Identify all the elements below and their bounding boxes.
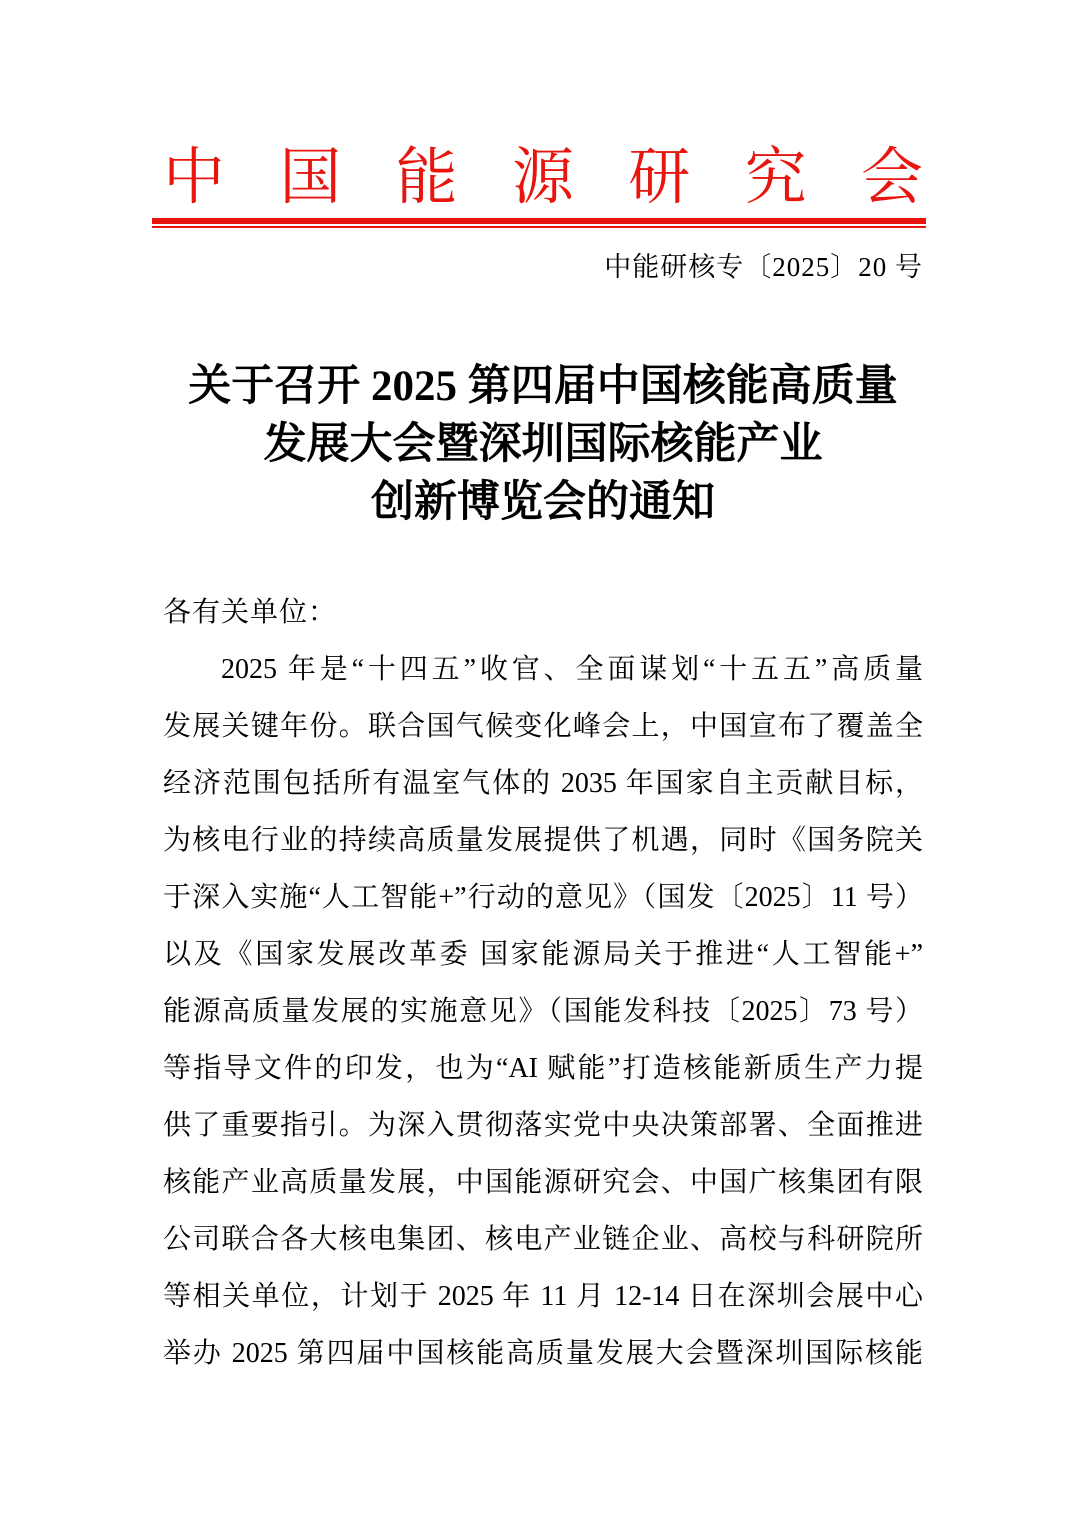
org-char: 源: [511, 144, 574, 212]
org-char: 国: [279, 144, 342, 212]
body-line: 等指导文件的印发，也为“AI 赋能”打造核能新质生产力提: [163, 1053, 923, 1084]
body-line: 供了重要指引。为深入贯彻落实党中央决策部署、全面推进: [163, 1110, 923, 1141]
body-line: 核能产业高质量发展，中国能源研究会、中国广核集团有限: [163, 1167, 923, 1198]
org-char: 会: [860, 144, 923, 212]
body-line: 以及《国家发展改革委 国家能源局关于推进“人工智能+”: [163, 939, 923, 970]
notice-title-line-2: 发展大会暨深圳国际核能产业: [263, 421, 823, 468]
body-line: 能源高质量发展的实施意见》（国能发科技〔2025〕73 号）: [163, 996, 923, 1027]
body-line: 为核电行业的持续高质量发展提供了机遇，同时《国务院关: [163, 825, 923, 856]
doc-number: 中能研核专〔2025〕20 号: [604, 252, 923, 282]
body-line: 等相关单位，计划于 2025 年 11 月 12-14 日在深圳会展中心: [163, 1281, 923, 1312]
org-char: 研: [628, 144, 691, 212]
body-line: 公司联合各大核电集团、核电产业链企业、高校与科研院所: [163, 1224, 923, 1255]
notice-title-line-3: 创新博览会的通知: [371, 479, 715, 526]
notice-title-line-1: 关于召开 2025 第四届中国核能高质量: [188, 363, 898, 410]
body-line: 2025 年是“十四五”收官、全面谋划“十五五”高质量: [221, 654, 923, 685]
body-line: 于深入实施“人工智能+”行动的意见》（国发〔2025〕11 号）: [163, 882, 923, 913]
org-char: 中: [163, 144, 226, 212]
red-separator-line: [152, 218, 926, 228]
org-char: 能: [395, 144, 458, 212]
notice-title: [163, 358, 923, 532]
body-line: 发展关键年份。联合国气候变化峰会上，中国宣布了覆盖全: [163, 711, 923, 742]
letterhead-org-name: [163, 0, 923, 210]
body-line: 经济范围包括所有温室气体的 2035 年国家自主贡献目标，: [163, 768, 923, 799]
body-line: 举办 2025 第四届中国核能高质量发展大会暨深圳国际核能: [163, 1338, 923, 1369]
notice-body: [163, 584, 923, 1382]
org-char: 究: [744, 144, 807, 212]
salutation: 各有关单位：: [163, 597, 338, 628]
